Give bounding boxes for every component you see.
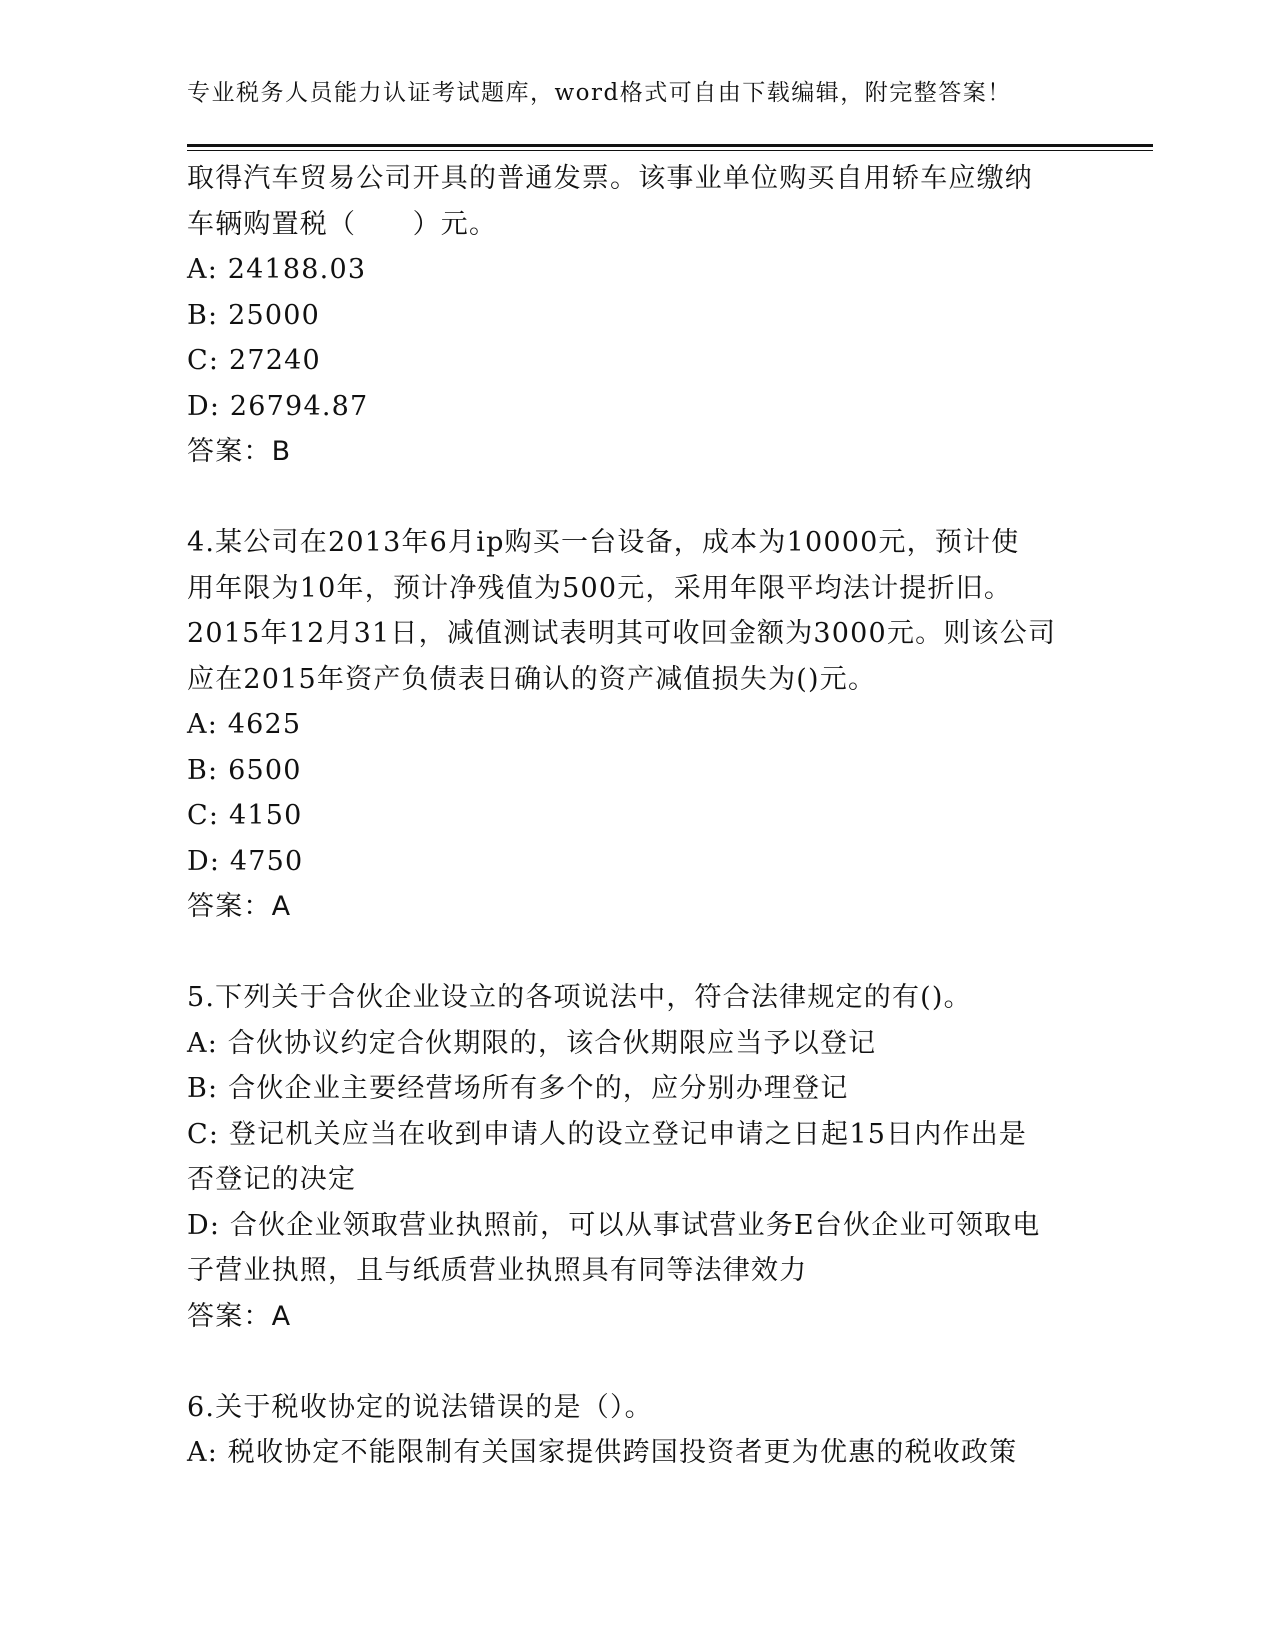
question-text-line: 车辆购置税（ ）元。 xyxy=(187,208,498,240)
question-text-line: 6.关于税收协定的说法错误的是（）。 xyxy=(187,1391,653,1423)
header-rule-thin xyxy=(187,150,1153,151)
question-text-line: 用年限为10年，预计净残值为500元，采用年限平均法计提折旧。 xyxy=(187,572,1013,604)
question-3 xyxy=(187,156,1087,475)
option-a: A: 24188.03 xyxy=(187,254,367,285)
question-content xyxy=(187,156,1087,1476)
option-c: C: 4150 xyxy=(187,800,303,831)
header-rule-thick xyxy=(187,144,1153,147)
question-4 xyxy=(187,520,1087,930)
page-header: 专业税务人员能力认证考试题库，word格式可自由下载编辑，附完整答案！ xyxy=(187,80,1012,106)
spacer xyxy=(187,930,1087,976)
option-c: C: 27240 xyxy=(187,345,321,376)
option-c-continued: 否登记的决定 xyxy=(187,1164,357,1195)
question-text-line: 2015年12月31日，减值测试表明其可收回金额为3000元。则该公司 xyxy=(187,618,1057,649)
question-text-line: 5.下列关于合伙企业设立的各项说法中，符合法律规定的有()。 xyxy=(187,982,972,1013)
spacer xyxy=(187,475,1087,521)
answer-label: 答案：A xyxy=(187,891,292,922)
option-d: D: 合伙企业领取营业执照前，可以从事试营业务E台伙企业可领取电 xyxy=(187,1209,1041,1241)
question-text-line: 4.某公司在2013年6月ip购买一台设备，成本为10000元，预计使 xyxy=(187,527,1020,558)
answer-label: 答案：A xyxy=(187,1300,292,1332)
question-text-line: 应在2015年资产负债表日确认的资产减值损失为()元。 xyxy=(187,663,877,695)
spacer xyxy=(187,1339,1087,1385)
option-d-continued: 子营业执照，且与纸质营业执照具有同等法律效力 xyxy=(187,1255,808,1286)
question-text-line: 取得汽车贸易公司开具的普通发票。该事业单位购买自用轿车应缴纳 xyxy=(187,163,1033,194)
option-b: B: 6500 xyxy=(187,754,302,786)
option-c: C: 登记机关应当在收到申请人的设立登记申请之日起15日内作出是 xyxy=(187,1118,1028,1150)
option-b: B: 25000 xyxy=(187,299,321,331)
option-d: D: 26794.87 xyxy=(187,390,369,422)
question-5 xyxy=(187,975,1087,1339)
option-a: A: 税收协定不能限制有关国家提供跨国投资者更为优惠的税收政策 xyxy=(187,1437,1018,1468)
answer-label: 答案：B xyxy=(187,436,292,467)
option-d: D: 4750 xyxy=(187,845,304,877)
option-b: B: 合伙企业主要经营场所有多个的，应分别办理登记 xyxy=(187,1073,849,1104)
option-a: A: 4625 xyxy=(187,709,302,740)
option-a: A: 合伙协议约定合伙期限的，该合伙期限应当予以登记 xyxy=(187,1027,877,1059)
question-6 xyxy=(187,1385,1087,1476)
